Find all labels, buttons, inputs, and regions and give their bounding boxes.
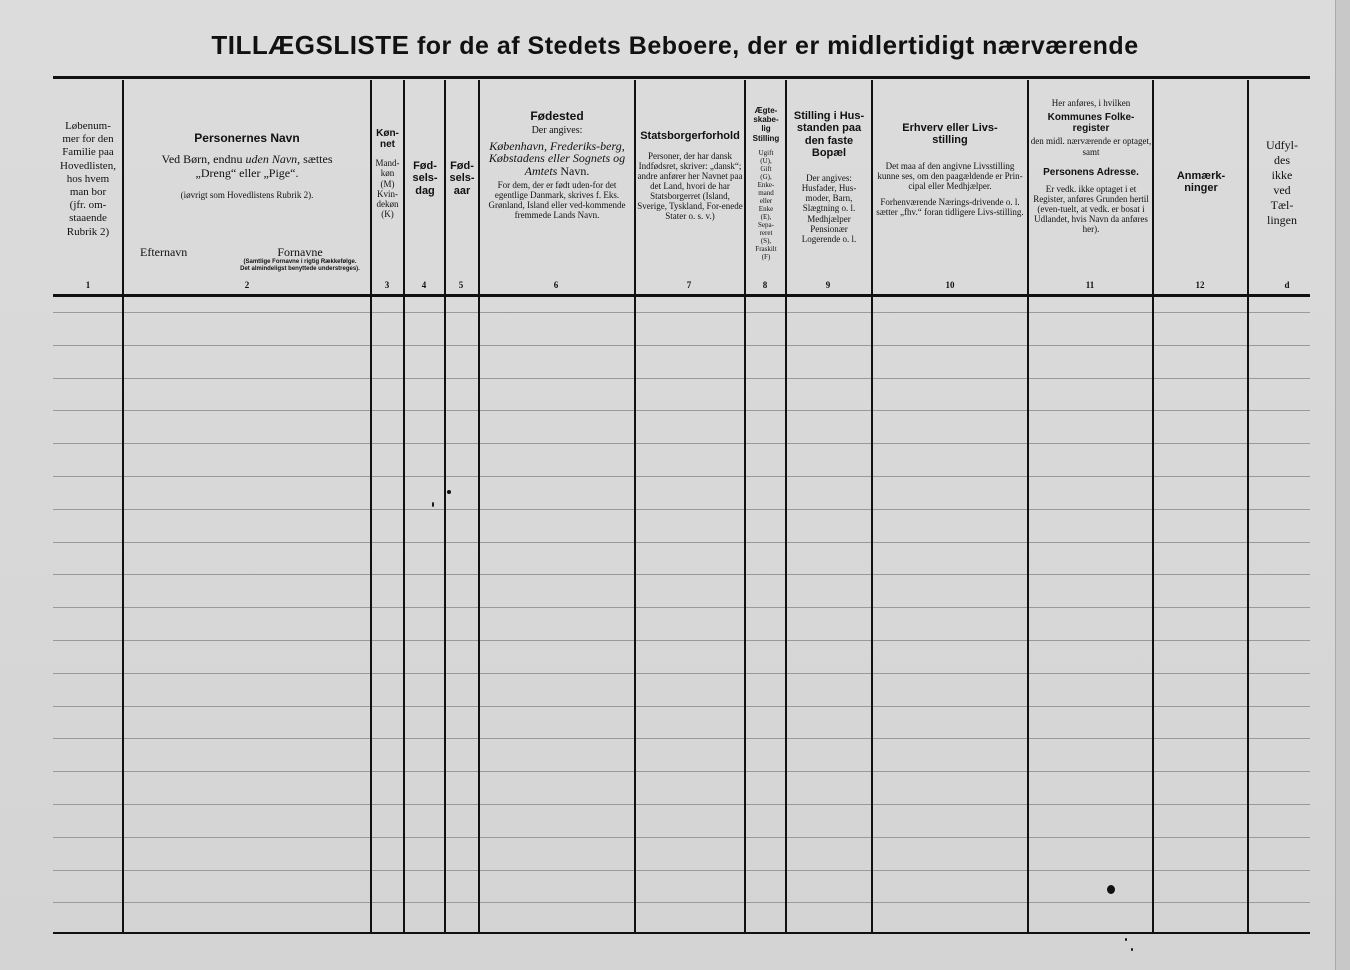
form-title: TILLÆGSLISTE for de af Stedets Beboere, der er midlertidigt nærværende: [211, 30, 1139, 60]
header-col-3: Køn-net Mand- køn (M) Kvin- dekøn (K): [375, 128, 400, 219]
header-col-5: Fød- sels- aar: [449, 160, 475, 197]
ink-speck: [447, 490, 451, 494]
table-row-line: [53, 410, 1310, 411]
column-number: 1: [85, 280, 91, 290]
ink-speck: [1125, 938, 1127, 941]
column-number: 4: [421, 280, 427, 290]
table-row-line: [53, 738, 1310, 739]
table-row-line: [53, 640, 1310, 641]
column-number: 7: [686, 280, 692, 290]
table-row-line: [53, 574, 1310, 575]
column-number: 9: [825, 280, 831, 290]
table-row-line: [53, 509, 1310, 510]
col-divider: [1027, 80, 1029, 933]
col-divider: [122, 80, 124, 933]
table-row-line: [53, 607, 1310, 608]
table-row-line: [53, 706, 1310, 707]
col-divider: [1247, 80, 1249, 933]
header-col-12: Anmærk- ninger: [1176, 170, 1226, 195]
table-row-line: [53, 837, 1310, 838]
column-number: 10: [945, 280, 955, 290]
header-col-8: Ægte- skabe- lig Stilling Ugift (U), Gift (G), Enke- mand eller Enke (E), Sepa- reret (S), Fraskilt (F): [752, 106, 780, 262]
bottom-rule: [53, 932, 1310, 934]
col-divider: [1152, 80, 1154, 933]
header-col-2: [126, 132, 368, 200]
table-row-line: [53, 476, 1310, 477]
header-col-d: Udfyl- des ikke ved Tæl- lingen: [1266, 138, 1298, 227]
col-divider: [444, 80, 446, 933]
scan-edge: [1335, 0, 1350, 970]
col-2-instruction: Ved Børn, endnu uden Navn, sættes „Dreng“ eller „Pige“.: [161, 152, 333, 180]
column-number: 12: [1195, 280, 1205, 290]
ink-speck: [432, 502, 434, 507]
ink-speck: [1131, 948, 1133, 951]
table-row-line: [53, 771, 1310, 772]
header-bottom-rule: [53, 294, 1310, 297]
col-divider: [478, 80, 480, 933]
ink-speck: [1107, 885, 1115, 894]
header-col-6: Fødested Der angives: København, Frederiks-berg, Købstadens eller Sognets og Amtets Navn. For dem, der er født uden-for det egentlige Danmark, skrives f. Eks. Grønland, Island eller ved-kommende fremmede Lands Navn.: [488, 109, 626, 221]
header-col-10: Erhverv eller Livs- stilling Det maa af den angivne Livsstilling kunne ses, om den paagældende er Prin-cipal eller Medhjælper. Forhenværende Nærings-drivende o. l. sætter „fhv.“ foran tidligere Livs-stilling.: [876, 122, 1024, 217]
header-col-11: Her anføres, i hvilken Kommunes Folke- register den midl. nærværende er optaget, samt Personens Adresse. Er vedk. ikke optaget i et Register, anføres Grunden hertil (even-tuelt, at vedk. er bosat i Udlandet, hvis Navn da anføres her).: [1030, 98, 1152, 235]
table-row-line: [53, 902, 1310, 903]
col-2-note: (iøvrigt som Hovedlistens Rubrik 2).: [180, 190, 314, 201]
col-divider: [744, 80, 746, 933]
col-2-surname: Efternavn: [140, 245, 188, 259]
column-number: 3: [384, 280, 390, 290]
column-number: d: [1284, 280, 1290, 290]
header-col-9: Stilling i Hus- standen paa den faste Bopæl Der angives: Husfader, Hus- moder, Barn, Slægtning o. l. Medhjælper Pensionær Logerende o. l.: [793, 110, 865, 244]
header-col-4: Fød- sels- dag: [412, 160, 438, 197]
top-rule: [53, 76, 1310, 79]
col-2-title: Personernes Navn: [194, 131, 300, 145]
header-col-7: Statsborgerforhold Personer, der har dansk Indfødsret, skriver: „dansk“; andre anfører her Navnet paa det Land, hvori de har Statsborgerret (Island, Sverige, Tyskland, For-enede Stater o. s. v.): [637, 130, 743, 221]
column-number: 5: [458, 280, 464, 290]
column-number: 2: [244, 280, 250, 290]
col-divider: [871, 80, 873, 933]
col-divider: [785, 80, 787, 933]
table-row-line: [53, 378, 1310, 379]
table-row-line: [53, 312, 1310, 313]
column-number: 11: [1085, 280, 1095, 290]
col-divider: [634, 80, 636, 933]
column-number: 6: [553, 280, 559, 290]
table-row-line: [53, 673, 1310, 674]
header-col-1: [56, 120, 120, 239]
col-divider: [403, 80, 405, 933]
table-row-line: [53, 870, 1310, 871]
table-row-line: [53, 345, 1310, 346]
col-2-firstname: Fornavne (Samtlige Fornavne i rigtig Rækkefølge. Det almindeligst benyttede understreges).: [240, 245, 360, 272]
table-row-line: [53, 443, 1310, 444]
column-number: 8: [762, 280, 768, 290]
col-1-text: Løbenum- mer for den Familie paa Hovedlisten, hos hvem man bor (jfr. om- staaende Rubrik 2): [60, 120, 116, 238]
table-row-line: [53, 542, 1310, 543]
table-row-line: [53, 804, 1310, 805]
